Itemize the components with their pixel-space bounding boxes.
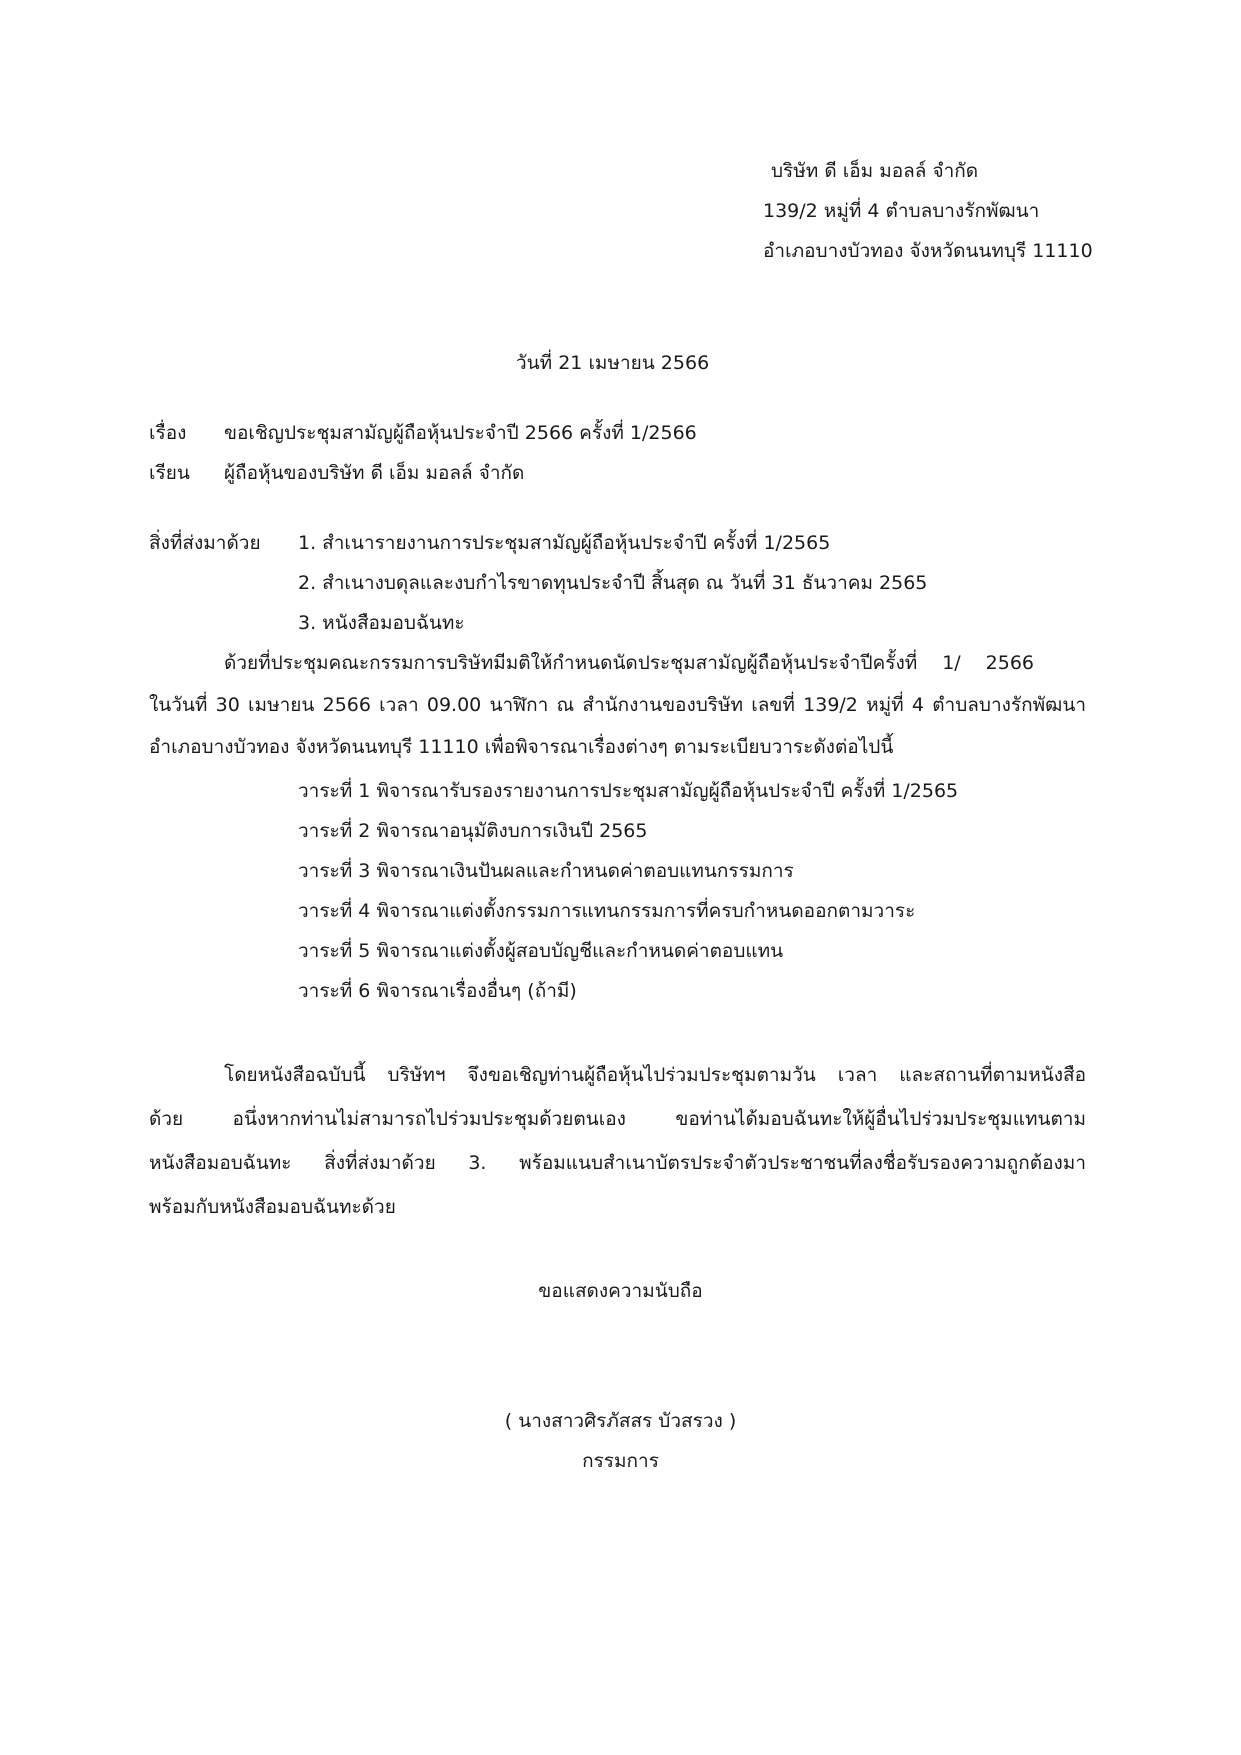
sender-address-line-1: 139/2 หมู่ที่ 4 ตำบลบางรักพัฒนา	[763, 200, 1040, 222]
intro-paragraph-line: ในวันที่ 30 เมษายน 2566 เวลา 09.00 นาฬิกา ณ สำนักงานของบริษัท เลขที่ 139/2 หมู่ที่ 4 ตำบลบางรักพัฒนา	[149, 694, 1086, 716]
letter-date: วันที่ 21 เมษายน 2566	[516, 352, 710, 374]
agenda-item: วาระที่ 6 พิจารณาเรื่องอื่นๆ (ถ้ามี)	[298, 980, 577, 1002]
closing-paragraph-line: โดยหนังสือฉบับนี้ บริษัทฯ จึงขอเชิญท่านผู้ถือหุ้นไปร่วมประชุมตามวัน เวลา และสถานที่ตามหนังสือ	[224, 1064, 1086, 1086]
agenda-item: วาระที่ 4 พิจารณาแต่งตั้งกรรมการแทนกรรมการที่ครบกำหนดออกตามวาระ	[298, 900, 916, 922]
agenda-item: วาระที่ 5 พิจารณาแต่งตั้งผู้สอบบัญชีและกำหนดค่าตอบแทน	[298, 940, 784, 962]
recipient-text: ผู้ถือหุ้นของบริษัท ดี เอ็ม มอลล์ จำกัด	[224, 462, 525, 484]
sender-address-line-2: อำเภอบางบัวทอง จังหวัดนนทบุรี 11110	[763, 240, 1093, 262]
intro-paragraph-line: อำเภอบางบัวทอง จังหวัดนนทบุรี 11110 เพื่อพิจารณาเรื่องต่างๆ ตามระเบียบวาระดังต่อไปนี้	[149, 736, 894, 758]
signatory-title: กรรมการ	[582, 1450, 659, 1472]
subject-label: เรื่อง	[149, 422, 187, 444]
closing-paragraph-line: ด้วย อนึ่งหากท่านไม่สามารถไปร่วมประชุมด้วยตนเอง ขอท่านได้มอบฉันทะให้ผู้อื่นไปร่วมประชุมแทนตาม	[149, 1108, 1086, 1130]
agenda-item: วาระที่ 3 พิจารณาเงินปันผลและกำหนดค่าตอบแทนกรรมการ	[298, 860, 794, 882]
salutation: ขอแสดงความนับถือ	[538, 1280, 703, 1302]
recipient-label: เรียน	[149, 462, 190, 484]
signatory-name: ( นางสาวศิรภัสสร บัวสรวง )	[504, 1410, 737, 1432]
enclosure-item: 1. สำเนารายงานการประชุมสามัญผู้ถือหุ้นประจำปี ครั้งที่ 1/2565	[298, 532, 831, 554]
enclosure-item: 2. สำเนางบดุลและงบกำไรขาดทุนประจำปี สิ้นสุด ณ วันที่ 31 ธันวาคม 2565	[298, 572, 928, 594]
enclosure-item: 3. หนังสือมอบฉันทะ	[298, 612, 465, 634]
agenda-item: วาระที่ 2 พิจารณาอนุมัติงบการเงินปี 2565	[298, 820, 648, 842]
intro-paragraph-line: ด้วยที่ประชุมคณะกรรมการบริษัทมีมติให้กำหนดนัดประชุมสามัญผู้ถือหุ้นประจำปีครั้งที่ 1/ 2566	[224, 652, 1034, 674]
agenda-item: วาระที่ 1 พิจารณารับรองรายงานการประชุมสามัญผู้ถือหุ้นประจำปี ครั้งที่ 1/2565	[298, 780, 959, 802]
subject-text: ขอเชิญประชุมสามัญผู้ถือหุ้นประจำปี 2566 ครั้งที่ 1/2566	[224, 422, 697, 444]
sender-company: บริษัท ดี เอ็ม มอลล์ จำกัด	[771, 160, 979, 182]
closing-paragraph-line: พร้อมกับหนังสือมอบฉันทะด้วย	[149, 1196, 396, 1218]
enclosures-label: สิ่งที่ส่งมาด้วย	[149, 532, 261, 554]
closing-paragraph-line: หนังสือมอบฉันทะ สิ่งที่ส่งมาด้วย 3. พร้อมแนบสำเนาบัตรประจำตัวประชาชนที่ลงชื่อรับรองความถูกต้องมา	[149, 1152, 1086, 1174]
